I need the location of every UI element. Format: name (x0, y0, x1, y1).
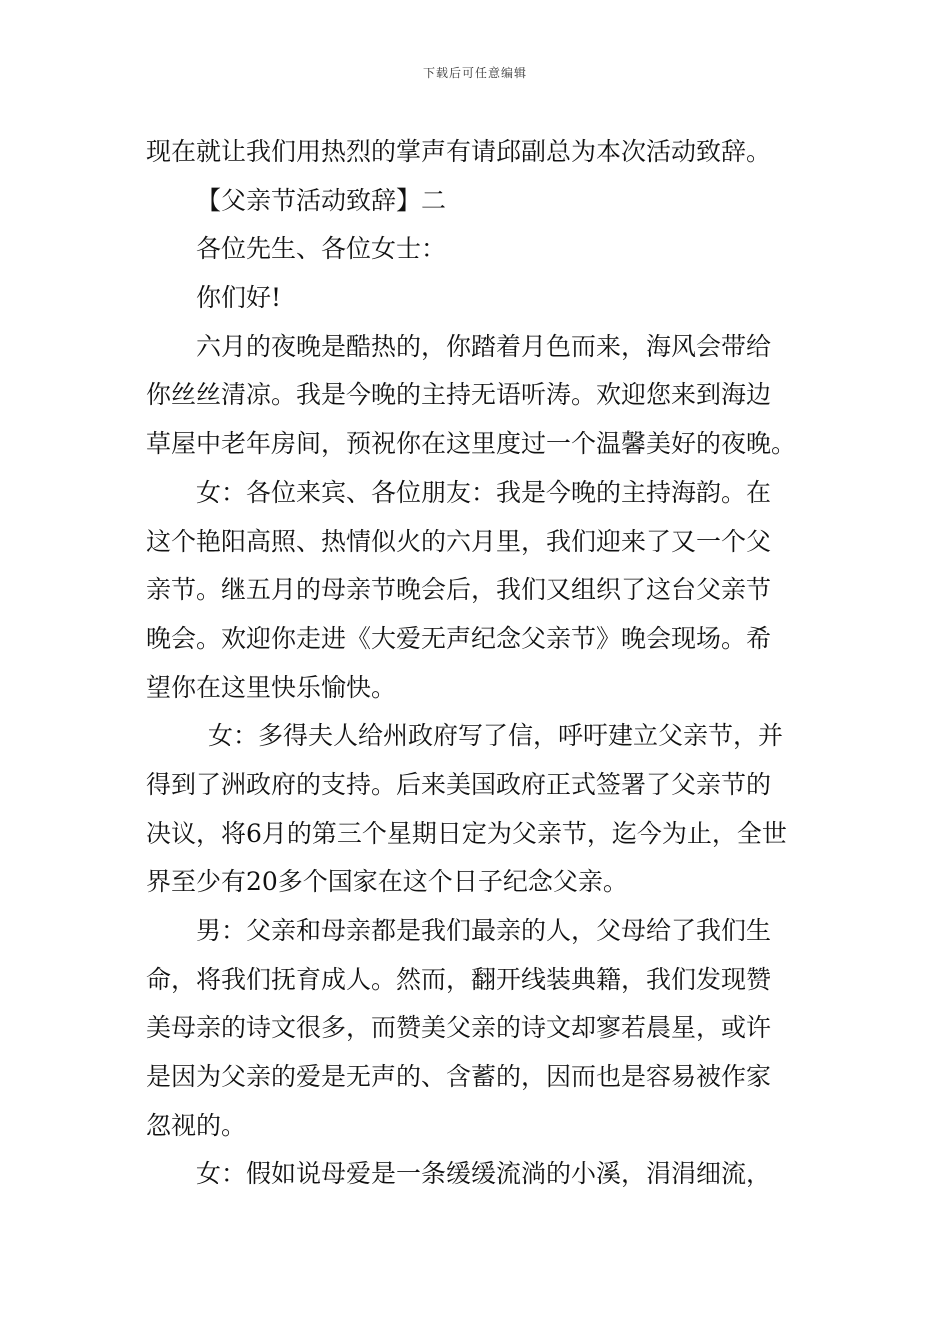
text-line: 这个艳阳高照、热情似火的六月里，我们迎来了又一个父 (146, 526, 772, 556)
section-heading: 【父亲节活动致辞】二 (196, 185, 447, 215)
text-line: 亲节。继五月的母亲节晚会后，我们又组织了这台父亲节 (146, 575, 772, 605)
text-line: 美母亲的诗文很多，而赞美父亲的诗文却寥若晨星，或许 (146, 1013, 772, 1043)
text-line: 忽视的。 (146, 1110, 247, 1140)
text-line: 得到了洲政府的支持。后来美国政府正式签署了父亲节的 (146, 769, 772, 799)
text-line: 命，将我们抚育成人。然而，翻开线装典籍，我们发现赞 (146, 964, 772, 994)
text-line: 女：各位来宾、各位朋友：我是今晚的主持海韵。在 (196, 477, 772, 507)
text-line: 女：多得夫人给州政府写了信，呼吁建立父亲节，并 (208, 721, 784, 751)
text-line: 现在就让我们用热烈的掌声有请邱副总为本次活动致辞。 (146, 137, 772, 166)
document-body (146, 128, 808, 1199)
text-line: 界至少有20多个国家在这个日子纪念父亲。 (146, 867, 628, 897)
text-line: 望你在这里快乐愉快。 (146, 672, 397, 702)
text-line: 是因为父亲的爱是无声的、含蓄的，因而也是容易被作家 (146, 1062, 772, 1092)
text-line: 六月的夜晚是酷热的，你踏着月色而来，海风会带给 (196, 331, 772, 361)
text-line: 你丝丝清凉。我是今晚的主持无语听涛。欢迎您来到海边 (146, 380, 772, 410)
salutation: 各位先生、各位女士： (196, 234, 447, 264)
greeting: 你们好! (196, 283, 282, 313)
text-line: 男：父亲和母亲都是我们最亲的人，父母给了我们生 (196, 916, 772, 945)
text-line: 女：假如说母爱是一条缓缓流淌的小溪，涓涓细流， (196, 1159, 772, 1189)
text-line: 草屋中老年房间，预祝你在这里度过一个温馨美好的夜晚。 (146, 429, 797, 459)
text-line: 决议，将6月的第三个星期日定为父亲节，迄今为止，全世 (146, 818, 787, 848)
page-header-note: 下载后可任意编辑 (422, 66, 527, 80)
text-line: 晚会。欢迎你走进《大爱无声纪念父亲节》晚会现场。希 (146, 623, 772, 653)
